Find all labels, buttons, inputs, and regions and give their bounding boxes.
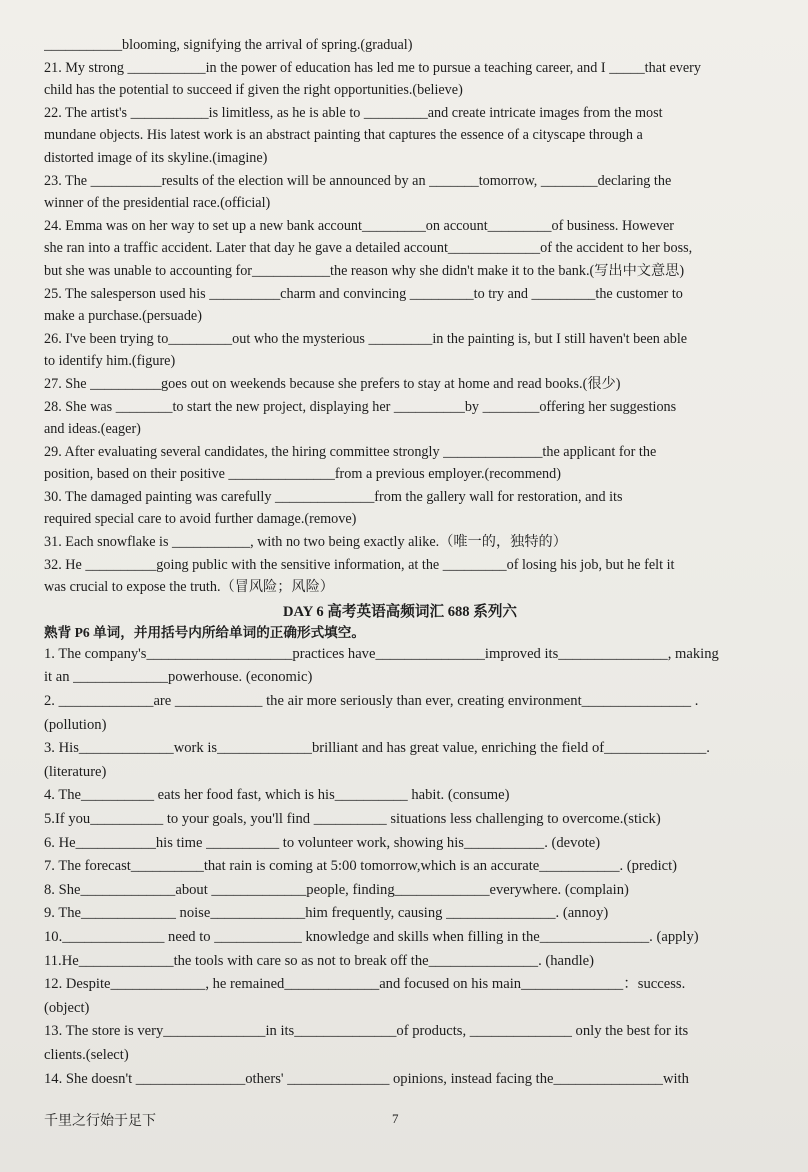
text-line: 13. The store is very______________in its______________of products, ______________ only the best for its [44,1023,689,1040]
text-line: 26. I've been trying to_________out who the mysterious _________in the painting is, but I still haven't been able [44,330,688,347]
text-line: 22. The artist's ___________is limitless, as he is able to _________and create intricate images from the most [44,104,663,121]
text-line: was crucial to expose the truth.（冒风险；风险） [44,579,334,596]
text-line: 32. He __________going public with the sensitive information, at the _________of losing his job, but he felt it [44,556,675,573]
text-line: 25. The salesperson used his __________charm and convincing _________to try and _________the customer to [44,285,683,302]
text-line: 28. She was ________to start the new project, displaying her __________by ________offering her suggestions [44,398,677,415]
text-line: ___________blooming, signifying the arrival of spring.(gradual) [44,37,413,53]
instruction: 熟背 P6 单词，并用括号内所给单词的正确形式填空。 [44,624,365,640]
text-line: 2. _____________are ____________ the air more seriously than ever, creating environment_______________ . [44,693,699,710]
text-line: 29. After evaluating several candidates, the hiring committee strongly ______________the applicant for the [44,443,657,460]
text-line: 23. The __________results of the election will be announced by an _______tomorrow, ________declaring the [44,172,672,189]
text-line: 1. The company's____________________practices have_______________improved its_______________, making [44,645,719,662]
text-line: she ran into a traffic accident. Later that day he gave a detailed account_____________of the accident to her boss, [44,240,693,257]
text-line: child has the potential to succeed if given the right opportunities.(believe) [44,82,463,99]
text-line: winner of the presidential race.(official) [44,195,271,212]
text-line: distorted image of its skyline.(imagine) [44,149,268,166]
exercise-section-day6 [44,643,756,1091]
text-line: 14. She doesn't _______________others' ______________ opinions, instead facing the_______________with [44,1070,689,1087]
text-line: but she was unable to accounting for___________the reason why she didn't make it to the bank.(写出中文意思) [44,262,685,279]
exercise-section-top [44,34,756,599]
day-title: DAY 6 高考英语高频词汇 688 系列六 [282,603,518,620]
worksheet-content [44,34,756,1091]
text-line: (literature) [44,763,107,780]
text-line: (pollution) [44,716,107,733]
page-number: 7 [392,1111,399,1126]
text-line: mundane objects. His latest work is an abstract painting that captures the essence of a cityscape through a [44,127,643,144]
text-line: clients.(select) [44,1046,129,1063]
text-line: 9. The_____________ noise_____________him frequently, causing _______________. (annoy) [44,905,609,922]
footer-motto: 千里之行始于足下 [44,1114,156,1129]
text-line: 8. She_____________about _____________people, finding_____________everywhere. (complain) [44,881,629,898]
text-line: 31. Each snowflake is ___________, with no two being exactly alike.（唯一的，独特的） [44,534,567,551]
text-line: 3. His_____________work is_____________brilliant and has great value, enriching the field of______________. [44,740,710,757]
text-line: 24. Emma was on her way to set up a new bank account_________on account_________of business. However [44,217,675,234]
text-line: 5.If you__________ to your goals, you'll find __________ situations less challenging to overcome.(stick) [44,811,661,827]
text-line: it an _____________powerhouse. (economic) [44,669,313,686]
text-line: 30. The damaged painting was carefully ______________from the gallery wall for restoration, and its [44,488,623,505]
text-line: 27. She __________goes out on weekends because she prefers to stay at home and read books.(很少) [44,375,621,392]
text-line: 11.He_____________the tools with care so as not to break off the_______________. (handle) [44,952,595,969]
text-line: and ideas.(eager) [44,421,141,438]
text-line: 10.______________ need to ____________ knowledge and skills when filling in the_______________. (apply) [44,928,699,945]
text-line: position, based on their positive _______________from a previous employer.(recommend) [44,466,561,483]
text-line: 6. He___________his time __________ to volunteer work, showing his___________. (devote) [44,834,601,851]
text-line: to identify him.(figure) [44,353,176,370]
text-line: required special care to avoid further damage.(remove) [44,511,357,528]
text-line: 12. Despite_____________, he remained_____________and focused on his main______________：success. [44,976,686,993]
text-line: 4. The__________ eats her food fast, which is his__________ habit. (consume) [44,787,510,804]
text-line: (object) [44,999,90,1016]
text-line: 7. The forecast__________that rain is coming at 5:00 tomorrow,which is an accurate___________. (predict) [44,858,678,875]
text-line: 21. My strong ___________in the power of education has led me to pursue a teaching career, and I _____that every [44,59,701,76]
text-line: make a purchase.(persuade) [44,308,202,325]
